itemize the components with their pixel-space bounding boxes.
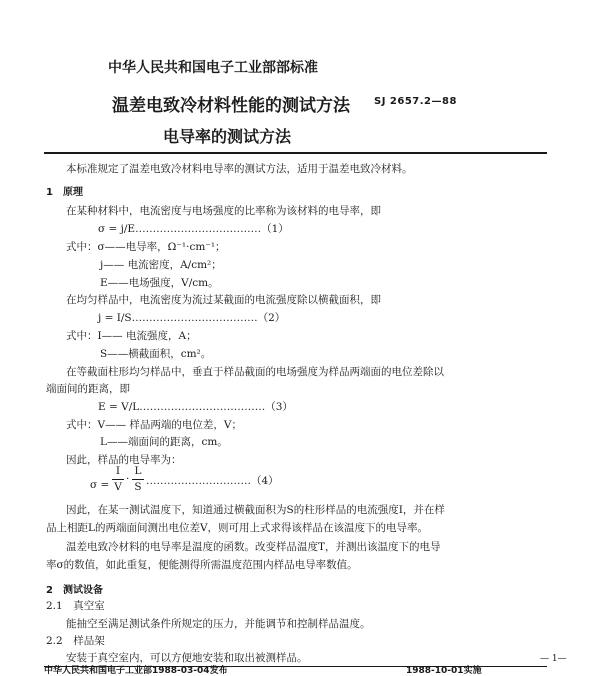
issued-date: 中华人民共和国电子工业部1988-03-04发布 bbox=[44, 666, 228, 676]
intro-paragraph: 本标准规定了温差电致冷材料电导率的测试方法，适用于温差电致冷材料。 bbox=[66, 163, 413, 175]
section-2-2-heading: 2.2 样品架 bbox=[46, 635, 105, 647]
equation-1-where-sigma: 式中：σ——电导率，Ω⁻¹·cm⁻¹； bbox=[66, 241, 226, 253]
equation-3: E = V/L………………………………（3） bbox=[98, 401, 293, 413]
page-number: — 1— bbox=[540, 654, 567, 664]
section-2-heading: 2 测试设备 bbox=[46, 585, 103, 596]
equation-3-where-v: 式中：V—— 样品两端的电位差，V； bbox=[66, 419, 243, 431]
section-2-2-text: 安装于真空室内，可以方便地安装和取出被测样品。 bbox=[66, 652, 308, 664]
equation-4-dot: · bbox=[126, 473, 130, 485]
section-1-paragraph-5b: 品上相距L的两端面间测出电位差V，则可用上式求得该样品在该温度下的电导率。 bbox=[46, 522, 429, 534]
document-title: 温差电致冷材料性能的测试方法 bbox=[112, 96, 350, 116]
section-1-paragraph-5a: 因此，在某一测试温度下，知道通过横截面积为S的柱形样品的电流强度I，并在样 bbox=[66, 504, 445, 516]
equation-4-denominator-s: S bbox=[134, 481, 142, 493]
section-1-paragraph-4: 因此，样品的电导率为： bbox=[66, 454, 182, 466]
equation-2: j = I/S………………………………（2） bbox=[98, 312, 286, 324]
section-1-paragraph-3b: 端面间的距离，即 bbox=[46, 383, 130, 395]
equation-1-where-e: E——电场强度，V/cm。 bbox=[100, 277, 219, 289]
section-2-1-text: 能抽空至满足测试条件所规定的压力，并能调节和控制样品温度。 bbox=[66, 618, 371, 630]
equation-4-denominator-v: V bbox=[114, 481, 122, 493]
equation-4-numerator-l: L bbox=[134, 465, 142, 477]
standard-number: SJ 2657.2—88 bbox=[374, 96, 457, 107]
section-1-paragraph-3a: 在等截面柱形均匀样品中，垂直于样品截面的电场强度为样品两端面的电位差除以 bbox=[66, 366, 444, 378]
header-divider bbox=[44, 152, 547, 154]
section-1-paragraph-6b: 率σ的数值，如此重复，便能测得所需温度范围内样品电导率数值。 bbox=[46, 559, 358, 571]
section-1-paragraph-1: 在某种材料中，电流密度与电场强度的比率称为该材料的电导率，即 bbox=[66, 205, 381, 217]
section-2-1-heading: 2.1 真空室 bbox=[46, 600, 105, 612]
section-1-paragraph-2: 在均匀样品中，电流密度为流过某截面的电流强度除以横截面积，即 bbox=[66, 294, 381, 306]
section-1-heading: 1 原理 bbox=[46, 187, 83, 198]
section-1-paragraph-6a: 温差电致冷材料的电导率是温度的函数。改变样品温度T，并测出该温度下的电导 bbox=[66, 541, 441, 553]
org-standard-heading: 中华人民共和国电子工业部部标准 bbox=[108, 60, 318, 76]
equation-4-number: …………………………（4） bbox=[146, 475, 279, 487]
equation-1-where-j: j—— 电流密度，A/cm²； bbox=[100, 259, 222, 271]
equation-4-fraction-bar-2 bbox=[132, 479, 144, 480]
equation-2-where-i: 式中：I—— 电流强度，A； bbox=[66, 330, 197, 342]
equation-4-lhs: σ = bbox=[90, 479, 110, 491]
equation-4-fraction-bar-1 bbox=[112, 479, 124, 480]
document-subtitle: 电导率的测试方法 bbox=[163, 127, 292, 146]
equation-3-where-l: L——端面间的距离，cm。 bbox=[100, 436, 228, 448]
equation-4-numerator-i: I bbox=[115, 465, 121, 477]
equation-1: σ = j/E………………………………（1） bbox=[98, 223, 289, 235]
equation-2-where-s: S——横截面积，cm²。 bbox=[100, 348, 212, 360]
effective-date: 1988-10-01实施 bbox=[406, 666, 482, 676]
